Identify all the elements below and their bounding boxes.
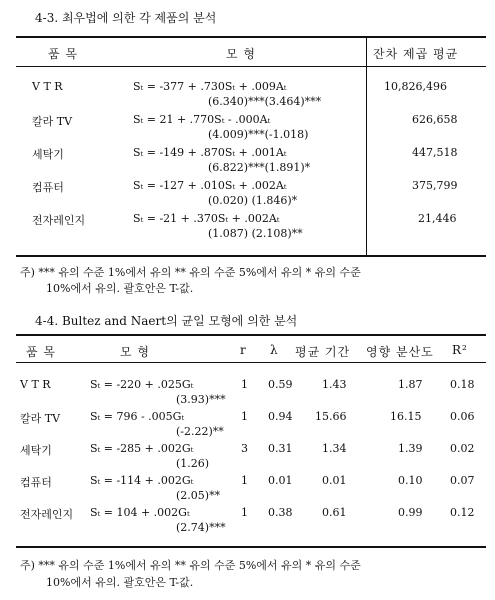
table1-product: 컴퓨터 <box>32 181 64 194</box>
table2-avg: 15.66 <box>315 410 347 423</box>
table1-product: 전자레인지 <box>32 214 86 227</box>
table2-r2: 0.18 <box>450 378 475 391</box>
table2-lambda: 0.59 <box>268 378 293 391</box>
table2-r: 1 <box>241 506 248 519</box>
table2-top-rule <box>16 334 486 336</box>
table1-equation: Sₜ = -149 + .870Sₜ + .001Aₜ <box>133 146 287 159</box>
table2-equation: Sₜ = -285 + .002Gₜ <box>90 442 194 455</box>
table1-tvalues: (1.087) (2.108)** <box>208 227 303 240</box>
table1-product: 칼라 TV <box>32 115 73 128</box>
table2-r2: 0.12 <box>450 506 475 519</box>
table1-note-line1: 주) *** 유의 수준 1%에서 유의 ** 유의 수준 5%에서 유의 * 유의 수준 <box>20 266 361 279</box>
table2-header-avg: 평균 기간 <box>295 345 351 359</box>
table1-note-line2: 10%에서 유의. 괄호안은 T-값. <box>46 282 194 295</box>
table2-header-impact: 영향 분산도 <box>366 345 434 359</box>
table2-lambda: 0.01 <box>268 474 293 487</box>
table2-r2: 0.02 <box>450 442 475 455</box>
table1-residual: 10,826,496 <box>384 80 447 93</box>
table1-equation: Sₜ = -21 + .370Sₜ + .002Aₜ <box>133 212 280 225</box>
table1-residual: 626,658 <box>412 113 458 126</box>
table2-bottom-rule <box>16 546 486 548</box>
table1-tvalues: (0.020) (1.846)* <box>208 194 298 207</box>
table2-impact: 1.39 <box>398 442 423 455</box>
table2-avg: 0.01 <box>322 474 347 487</box>
table2-product: 세탁기 <box>20 444 52 457</box>
table2-avg: 1.43 <box>322 378 347 391</box>
table2-product: 칼라 TV <box>20 412 61 425</box>
table2-impact: 1.87 <box>398 378 423 391</box>
table1-equation: Sₜ = 21 + .770Sₜ - .000Aₜ <box>133 113 271 126</box>
table2-equation: Sₜ = 796 - .005Gₜ <box>90 410 185 423</box>
table2-header-rule <box>16 362 486 363</box>
table2-product: V T R <box>20 378 51 391</box>
table2-note-line2: 10%에서 유의. 괄호안은 T-값. <box>46 576 194 589</box>
table2-tvalue: (-2.22)** <box>176 425 224 438</box>
table1-product: V T R <box>32 80 63 93</box>
table1-header-residual: 잔차 제곱 평균 <box>373 47 459 61</box>
table2-header-r: r <box>240 343 247 357</box>
table2-r2: 0.06 <box>450 410 475 423</box>
table2-header-lambda: λ <box>270 343 279 357</box>
table2-tvalue: (3.93)*** <box>176 393 226 406</box>
table1-bottom-rule <box>16 255 486 257</box>
table2-r: 3 <box>241 442 248 455</box>
table2-lambda: 0.31 <box>268 442 293 455</box>
table1-tvalues: (4.009)***(-1.018) <box>208 128 309 141</box>
table2-r2: 0.07 <box>450 474 475 487</box>
table2-r: 1 <box>241 378 248 391</box>
table2-equation: Sₜ = 104 + .002Gₜ <box>90 506 190 519</box>
table1-residual: 447,518 <box>412 146 458 159</box>
table2-equation: Sₜ = -220 + .025Gₜ <box>90 378 194 391</box>
table1-product: 세탁기 <box>32 148 64 161</box>
table1-equation: Sₜ = -127 + .010Sₜ + .002Aₜ <box>133 179 287 192</box>
table2-impact: 16.15 <box>390 410 422 423</box>
table2-avg: 0.61 <box>322 506 347 519</box>
table1-equation: Sₜ = -377 + .730Sₜ + .009Aₜ <box>133 80 287 93</box>
table1-header-model: 모 형 <box>226 47 256 61</box>
table2-tvalue: (2.74)*** <box>176 521 226 534</box>
table1-residual: 375,799 <box>412 179 458 192</box>
table2-equation: Sₜ = -114 + .002Gₜ <box>90 474 194 487</box>
table1-header-product: 품 목 <box>48 47 78 61</box>
section2-title: 4-4. Bultez and Naert의 균일 모형에 의한 분석 <box>35 314 298 328</box>
table1-tvalues: (6.822)***(1.891)* <box>208 161 311 174</box>
table1-header-rule <box>16 66 486 67</box>
table1-top-rule <box>16 36 486 38</box>
table2-impact: 0.99 <box>398 506 423 519</box>
table2-lambda: 0.94 <box>268 410 293 423</box>
table2-lambda: 0.38 <box>268 506 293 519</box>
table1-tvalues: (6.340)***(3.464)*** <box>208 95 322 108</box>
table2-header-r2: R² <box>452 343 468 357</box>
table2-note-line1: 주) *** 유의 수준 1%에서 유의 ** 유의 수준 5%에서 유의 * 유의 수준 <box>20 559 361 572</box>
table2-r: 1 <box>241 410 248 423</box>
table2-header-product: 품 목 <box>26 345 56 359</box>
table2-tvalue: (2.05)** <box>176 489 221 502</box>
table2-tvalue: (1.26) <box>176 457 210 470</box>
table2-product: 전자레인지 <box>20 508 74 521</box>
table2-avg: 1.34 <box>322 442 347 455</box>
table1-column-divider <box>366 37 367 255</box>
table1-residual: 21,446 <box>418 212 457 225</box>
section1-title: 4-3. 최우법에 의한 각 제품의 분석 <box>35 11 217 25</box>
table2-header-model: 모 형 <box>120 345 150 359</box>
table2-impact: 0.10 <box>398 474 423 487</box>
table2-r: 1 <box>241 474 248 487</box>
table2-product: 컴퓨터 <box>20 476 52 489</box>
